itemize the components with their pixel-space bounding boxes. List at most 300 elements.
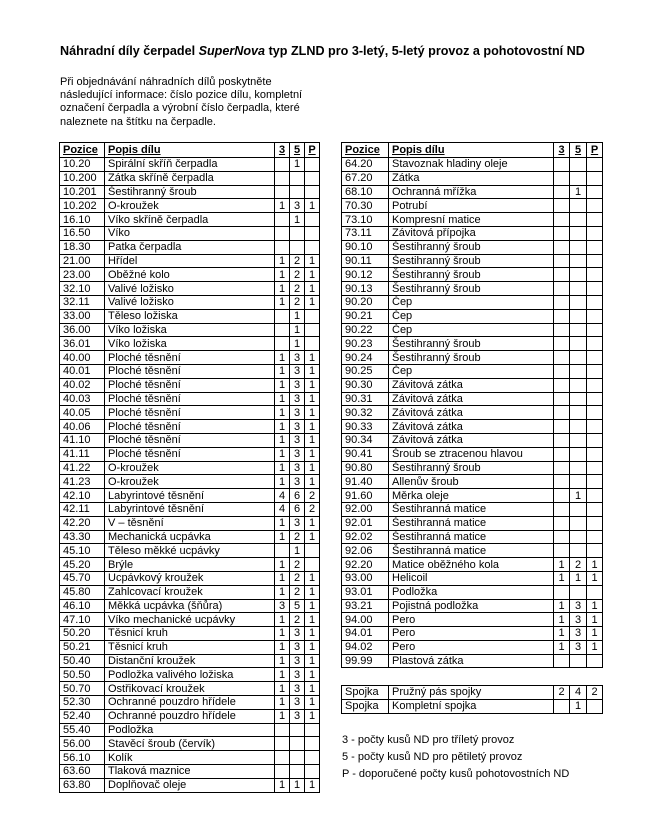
table-row	[342, 392, 603, 406]
qty-standby-cell	[587, 226, 603, 240]
table-row	[60, 268, 320, 282]
table-row	[60, 461, 320, 475]
description-cell: Šestihranný šroub	[389, 282, 554, 296]
qty-3-year-cell	[554, 158, 570, 172]
table-row	[60, 158, 320, 172]
position-cell: 90.25	[342, 364, 389, 378]
qty-standby-cell: 1	[305, 599, 320, 613]
position-cell: 90.21	[342, 309, 389, 323]
table-row	[60, 433, 320, 447]
description-cell: Ploché těsnění	[105, 351, 275, 365]
qty-standby-cell: 1	[305, 516, 320, 530]
qty-5-year-cell	[570, 351, 587, 365]
description-cell: Ploché těsnění	[105, 420, 275, 434]
qty-5-year-cell	[570, 654, 587, 668]
description-cell: Šestihranný šroub	[389, 337, 554, 351]
qty-5-year-cell: 3	[290, 433, 305, 447]
qty-standby-cell: 1	[305, 420, 320, 434]
table-row	[60, 516, 320, 530]
qty-standby-cell	[305, 765, 320, 779]
position-cell: 47.10	[60, 613, 105, 627]
qty-5-year-cell: 1	[290, 213, 305, 227]
table-row	[342, 199, 603, 213]
qty-standby-cell	[587, 585, 603, 599]
position-cell: 93.21	[342, 599, 389, 613]
qty-3-year-cell	[275, 185, 290, 199]
description-cell: Ochranné pouzdro hřídele	[105, 709, 275, 723]
qty-5-year-cell: 1	[290, 337, 305, 351]
position-cell: 90.31	[342, 392, 389, 406]
table-row	[342, 185, 603, 199]
table-row	[60, 351, 320, 365]
description-cell: Těleso ložiska	[105, 309, 275, 323]
title-brand: SuperNova	[198, 44, 266, 58]
qty-5-year-cell: 1	[570, 571, 587, 585]
position-cell: 64.20	[342, 158, 389, 172]
qty-3-year-cell	[275, 737, 290, 751]
qty-standby-cell: 1	[305, 254, 320, 268]
qty-standby-cell	[587, 420, 603, 434]
qty-5-year-cell	[570, 364, 587, 378]
position-cell: 40.02	[60, 378, 105, 392]
qty-5-year-cell	[570, 158, 587, 172]
table-row	[60, 640, 320, 654]
qty-3-year-cell: 1	[275, 696, 290, 710]
qty-3-year-cell	[554, 213, 570, 227]
description-cell: Potrubí	[389, 199, 554, 213]
position-cell: 90.22	[342, 323, 389, 337]
qty-5-year-cell	[290, 723, 305, 737]
qty-3-year-cell	[554, 420, 570, 434]
qty-3-year-cell: 1	[275, 654, 290, 668]
description-cell: Brýle	[105, 558, 275, 572]
position-cell: 50.20	[60, 627, 105, 641]
description-cell: Pero	[389, 613, 554, 627]
position-cell: Spojka	[342, 686, 389, 700]
qty-standby-cell	[587, 282, 603, 296]
qty-standby-cell: 1	[587, 571, 603, 585]
description-cell: Pero	[389, 627, 554, 641]
position-cell: 92.20	[342, 558, 389, 572]
qty-standby-cell	[587, 337, 603, 351]
table-row	[342, 627, 603, 641]
qty-3-year-cell: 1	[275, 392, 290, 406]
qty-5-year-cell: 3	[290, 668, 305, 682]
position-cell: 41.10	[60, 433, 105, 447]
qty-3-year-cell	[554, 516, 570, 530]
qty-5-year-cell: 1	[290, 778, 305, 792]
qty-standby-cell	[587, 654, 603, 668]
qty-5-year-cell	[570, 337, 587, 351]
position-cell: 41.22	[60, 461, 105, 475]
position-cell: 40.05	[60, 406, 105, 420]
position-cell: 90.34	[342, 433, 389, 447]
description-cell: Šestihranný šroub	[389, 254, 554, 268]
qty-3-year-cell	[554, 295, 570, 309]
legend-item-5: 5 - počty kusů ND pro pětiletý provoz	[342, 751, 523, 763]
qty-3-year-cell	[554, 282, 570, 296]
qty-standby-cell: 1	[587, 640, 603, 654]
description-cell: Těsnicí kruh	[105, 640, 275, 654]
position-cell: 92.01	[342, 516, 389, 530]
qty-3-year-cell: 1	[275, 378, 290, 392]
qty-standby-cell	[587, 254, 603, 268]
qty-3-year-cell: 1	[554, 558, 570, 572]
position-cell: 93.00	[342, 571, 389, 585]
qty-standby-cell: 1	[305, 364, 320, 378]
position-cell: 94.01	[342, 627, 389, 641]
description-cell: V – těsnění	[105, 516, 275, 530]
description-cell: Kolík	[105, 751, 275, 765]
qty-standby-cell	[305, 158, 320, 172]
qty-5-year-cell	[290, 751, 305, 765]
description-cell: Ostřikovací kroužek	[105, 682, 275, 696]
table-row	[342, 268, 603, 282]
description-cell: Ploché těsnění	[105, 406, 275, 420]
description-cell: Ploché těsnění	[105, 447, 275, 461]
qty-5-year-cell: 3	[290, 627, 305, 641]
qty-5-year-cell	[570, 461, 587, 475]
qty-5-year-cell	[570, 420, 587, 434]
qty-standby-cell: 1	[587, 599, 603, 613]
position-cell: 16.10	[60, 213, 105, 227]
position-cell: 50.21	[60, 640, 105, 654]
qty-standby-cell	[587, 516, 603, 530]
qty-5-year-cell: 2	[290, 268, 305, 282]
qty-5-year-cell: 2	[290, 613, 305, 627]
qty-5-year-cell: 2	[290, 254, 305, 268]
qty-standby-cell	[587, 268, 603, 282]
table-row	[342, 544, 603, 558]
qty-standby-cell: 1	[305, 627, 320, 641]
table-row	[60, 751, 320, 765]
position-cell: 90.11	[342, 254, 389, 268]
table-header-row	[342, 143, 603, 158]
qty-5-year-cell	[570, 171, 587, 185]
qty-3-year-cell: 1	[275, 668, 290, 682]
position-cell: 92.02	[342, 530, 389, 544]
position-cell: 21.00	[60, 254, 105, 268]
header-5-year: 5	[570, 143, 587, 158]
description-cell: Čep	[389, 364, 554, 378]
qty-standby-cell	[587, 378, 603, 392]
table-row	[60, 323, 320, 337]
qty-3-year-cell	[554, 475, 570, 489]
table-row	[342, 475, 603, 489]
table-row	[60, 420, 320, 434]
qty-3-year-cell: 1	[275, 640, 290, 654]
description-cell: Ucpávkový kroužek	[105, 571, 275, 585]
position-cell: 63.80	[60, 778, 105, 792]
table-row	[60, 378, 320, 392]
qty-3-year-cell: 4	[275, 502, 290, 516]
qty-3-year-cell: 1	[275, 420, 290, 434]
position-cell: 40.00	[60, 351, 105, 365]
qty-3-year-cell: 1	[275, 282, 290, 296]
table-row	[342, 295, 603, 309]
table-row	[60, 392, 320, 406]
qty-3-year-cell	[554, 433, 570, 447]
legend-item-3: 3 - počty kusů ND pro tříletý provoz	[342, 734, 515, 746]
position-cell: 90.24	[342, 351, 389, 365]
position-cell: 90.33	[342, 420, 389, 434]
table-row	[60, 295, 320, 309]
qty-standby-cell: 1	[305, 654, 320, 668]
description-cell: Pero	[389, 640, 554, 654]
position-cell: 45.20	[60, 558, 105, 572]
legend	[342, 732, 569, 783]
position-cell: 92.06	[342, 544, 389, 558]
qty-5-year-cell	[290, 226, 305, 240]
qty-5-year-cell: 2	[290, 585, 305, 599]
qty-3-year-cell: 1	[275, 682, 290, 696]
table-row	[60, 654, 320, 668]
table-row	[342, 351, 603, 365]
qty-standby-cell	[587, 475, 603, 489]
qty-standby-cell	[587, 240, 603, 254]
position-cell: 67.20	[342, 171, 389, 185]
description-cell: Pojistná podložka	[389, 599, 554, 613]
description-cell: Víko ložiska	[105, 323, 275, 337]
description-cell: Zahlcovací kroužek	[105, 585, 275, 599]
qty-3-year-cell	[554, 309, 570, 323]
table-row	[60, 668, 320, 682]
position-cell: 92.00	[342, 502, 389, 516]
qty-3-year-cell	[554, 654, 570, 668]
description-cell: Distanční kroužek	[105, 654, 275, 668]
qty-3-year-cell	[554, 199, 570, 213]
description-cell: Čep	[389, 295, 554, 309]
description-cell: Čep	[389, 309, 554, 323]
qty-standby-cell	[587, 171, 603, 185]
position-cell: 94.00	[342, 613, 389, 627]
qty-3-year-cell	[554, 378, 570, 392]
qty-5-year-cell: 2	[290, 530, 305, 544]
description-cell: Víko mechanické ucpávky	[105, 613, 275, 627]
qty-5-year-cell: 2	[570, 558, 587, 572]
position-cell: 52.30	[60, 696, 105, 710]
qty-standby-cell: 1	[305, 406, 320, 420]
header-standby: P	[587, 143, 603, 158]
position-cell: 42.10	[60, 489, 105, 503]
table-row	[342, 489, 603, 503]
qty-standby-cell	[305, 171, 320, 185]
qty-3-year-cell	[275, 765, 290, 779]
description-cell: Šroub se ztracenou hlavou	[389, 447, 554, 461]
qty-3-year-cell: 1	[275, 433, 290, 447]
description-cell: Šestihranný šroub	[389, 268, 554, 282]
qty-3-year-cell	[554, 489, 570, 503]
position-cell: 70.30	[342, 199, 389, 213]
position-cell: 10.201	[60, 185, 105, 199]
qty-standby-cell: 1	[305, 709, 320, 723]
description-cell: Šestihranný šroub	[389, 240, 554, 254]
qty-3-year-cell: 1	[275, 199, 290, 213]
qty-standby-cell: 1	[305, 351, 320, 365]
position-cell: 99.99	[342, 654, 389, 668]
qty-standby-cell	[587, 502, 603, 516]
table-row	[60, 613, 320, 627]
qty-standby-cell	[587, 544, 603, 558]
position-cell: 45.70	[60, 571, 105, 585]
table-row	[60, 585, 320, 599]
qty-standby-cell	[587, 199, 603, 213]
qty-5-year-cell: 3	[290, 516, 305, 530]
header-5-year: 5	[290, 143, 305, 158]
qty-5-year-cell	[570, 199, 587, 213]
table-row	[342, 309, 603, 323]
qty-standby-cell: 1	[587, 627, 603, 641]
qty-standby-cell	[587, 461, 603, 475]
qty-standby-cell: 1	[305, 392, 320, 406]
qty-5-year-cell	[570, 309, 587, 323]
qty-3-year-cell	[554, 447, 570, 461]
qty-3-year-cell	[275, 323, 290, 337]
position-cell: 91.40	[342, 475, 389, 489]
position-cell: 90.20	[342, 295, 389, 309]
description-cell: O-kroužek	[105, 475, 275, 489]
qty-standby-cell	[305, 558, 320, 572]
qty-standby-cell: 1	[305, 640, 320, 654]
qty-3-year-cell: 1	[554, 571, 570, 585]
qty-3-year-cell: 1	[275, 254, 290, 268]
description-cell: Pružný pás spojky	[389, 686, 554, 700]
qty-standby-cell: 1	[305, 199, 320, 213]
qty-5-year-cell	[570, 475, 587, 489]
description-cell: Mechanická ucpávka	[105, 530, 275, 544]
qty-standby-cell	[587, 364, 603, 378]
table-row	[60, 199, 320, 213]
qty-3-year-cell: 1	[275, 447, 290, 461]
position-cell: 42.11	[60, 502, 105, 516]
qty-3-year-cell	[554, 185, 570, 199]
table-row	[60, 558, 320, 572]
table-row	[60, 627, 320, 641]
qty-5-year-cell: 3	[290, 364, 305, 378]
table-row	[342, 254, 603, 268]
description-cell: Šestihranný šroub	[389, 351, 554, 365]
qty-5-year-cell	[570, 378, 587, 392]
table-row	[342, 378, 603, 392]
position-cell: 40.06	[60, 420, 105, 434]
position-cell: 42.20	[60, 516, 105, 530]
table-row	[342, 585, 603, 599]
position-cell: 73.11	[342, 226, 389, 240]
description-cell: Ochranné pouzdro hřídele	[105, 696, 275, 710]
qty-5-year-cell: 3	[570, 613, 587, 627]
qty-standby-cell: 1	[305, 295, 320, 309]
qty-5-year-cell: 3	[290, 640, 305, 654]
qty-5-year-cell: 6	[290, 502, 305, 516]
position-cell: 10.200	[60, 171, 105, 185]
description-cell: Labyrintové těsnění	[105, 489, 275, 503]
qty-5-year-cell	[290, 171, 305, 185]
position-cell: 90.32	[342, 406, 389, 420]
parts-table-right	[341, 142, 603, 668]
qty-5-year-cell	[570, 516, 587, 530]
description-cell: Tlaková maznice	[105, 765, 275, 779]
position-cell: 90.12	[342, 268, 389, 282]
qty-5-year-cell	[570, 240, 587, 254]
qty-5-year-cell: 3	[290, 475, 305, 489]
description-cell: Těleso měkké ucpávky	[105, 544, 275, 558]
position-cell: 43.30	[60, 530, 105, 544]
description-cell: Oběžné kolo	[105, 268, 275, 282]
table-row	[342, 686, 603, 700]
description-cell: Matice oběžného kola	[389, 558, 554, 572]
table-row	[60, 213, 320, 227]
qty-5-year-cell: 1	[290, 158, 305, 172]
qty-3-year-cell	[554, 530, 570, 544]
qty-5-year-cell: 3	[290, 461, 305, 475]
qty-3-year-cell: 1	[275, 613, 290, 627]
table-row	[342, 558, 603, 572]
position-cell: 16.50	[60, 226, 105, 240]
legend-item-p: P - doporučené počty kusů pohotovostních ND	[342, 768, 570, 780]
table-row	[342, 433, 603, 447]
coupling-table	[341, 685, 603, 714]
table-row	[342, 240, 603, 254]
position-cell: 52.40	[60, 709, 105, 723]
description-cell: Víko ložiska	[105, 337, 275, 351]
header-standby: P	[305, 143, 320, 158]
qty-5-year-cell: 3	[570, 627, 587, 641]
position-cell: 73.10	[342, 213, 389, 227]
qty-standby-cell: 1	[587, 558, 603, 572]
position-cell: 36.01	[60, 337, 105, 351]
table-row	[60, 489, 320, 503]
qty-3-year-cell: 1	[275, 516, 290, 530]
description-cell: Závitová zátka	[389, 378, 554, 392]
table-row	[342, 406, 603, 420]
table-row	[342, 640, 603, 654]
qty-3-year-cell	[275, 171, 290, 185]
qty-5-year-cell: 1	[290, 309, 305, 323]
qty-3-year-cell	[554, 254, 570, 268]
table-row	[60, 185, 320, 199]
qty-5-year-cell	[570, 268, 587, 282]
title-suffix: typ ZLND pro 3-letý, 5-letý provoz a pohotovostní ND	[265, 44, 585, 58]
table-row	[342, 516, 603, 530]
position-cell: 91.60	[342, 489, 389, 503]
position-cell: 93.01	[342, 585, 389, 599]
qty-3-year-cell	[554, 585, 570, 599]
description-cell: Závitová zátka	[389, 433, 554, 447]
qty-standby-cell: 2	[587, 686, 603, 700]
qty-3-year-cell: 1	[275, 406, 290, 420]
qty-5-year-cell: 3	[290, 654, 305, 668]
qty-3-year-cell: 1	[275, 475, 290, 489]
position-cell: 56.10	[60, 751, 105, 765]
qty-5-year-cell: 3	[290, 199, 305, 213]
qty-3-year-cell	[554, 240, 570, 254]
qty-3-year-cell	[275, 751, 290, 765]
table-row	[60, 709, 320, 723]
position-cell: 90.41	[342, 447, 389, 461]
qty-3-year-cell	[275, 544, 290, 558]
qty-3-year-cell: 1	[275, 558, 290, 572]
qty-standby-cell	[587, 489, 603, 503]
qty-standby-cell: 1	[305, 613, 320, 627]
qty-3-year-cell	[275, 723, 290, 737]
position-cell: 32.11	[60, 295, 105, 309]
qty-5-year-cell	[570, 392, 587, 406]
position-cell: 45.80	[60, 585, 105, 599]
qty-standby-cell	[305, 185, 320, 199]
qty-5-year-cell	[570, 544, 587, 558]
table-row	[60, 447, 320, 461]
qty-standby-cell	[305, 723, 320, 737]
